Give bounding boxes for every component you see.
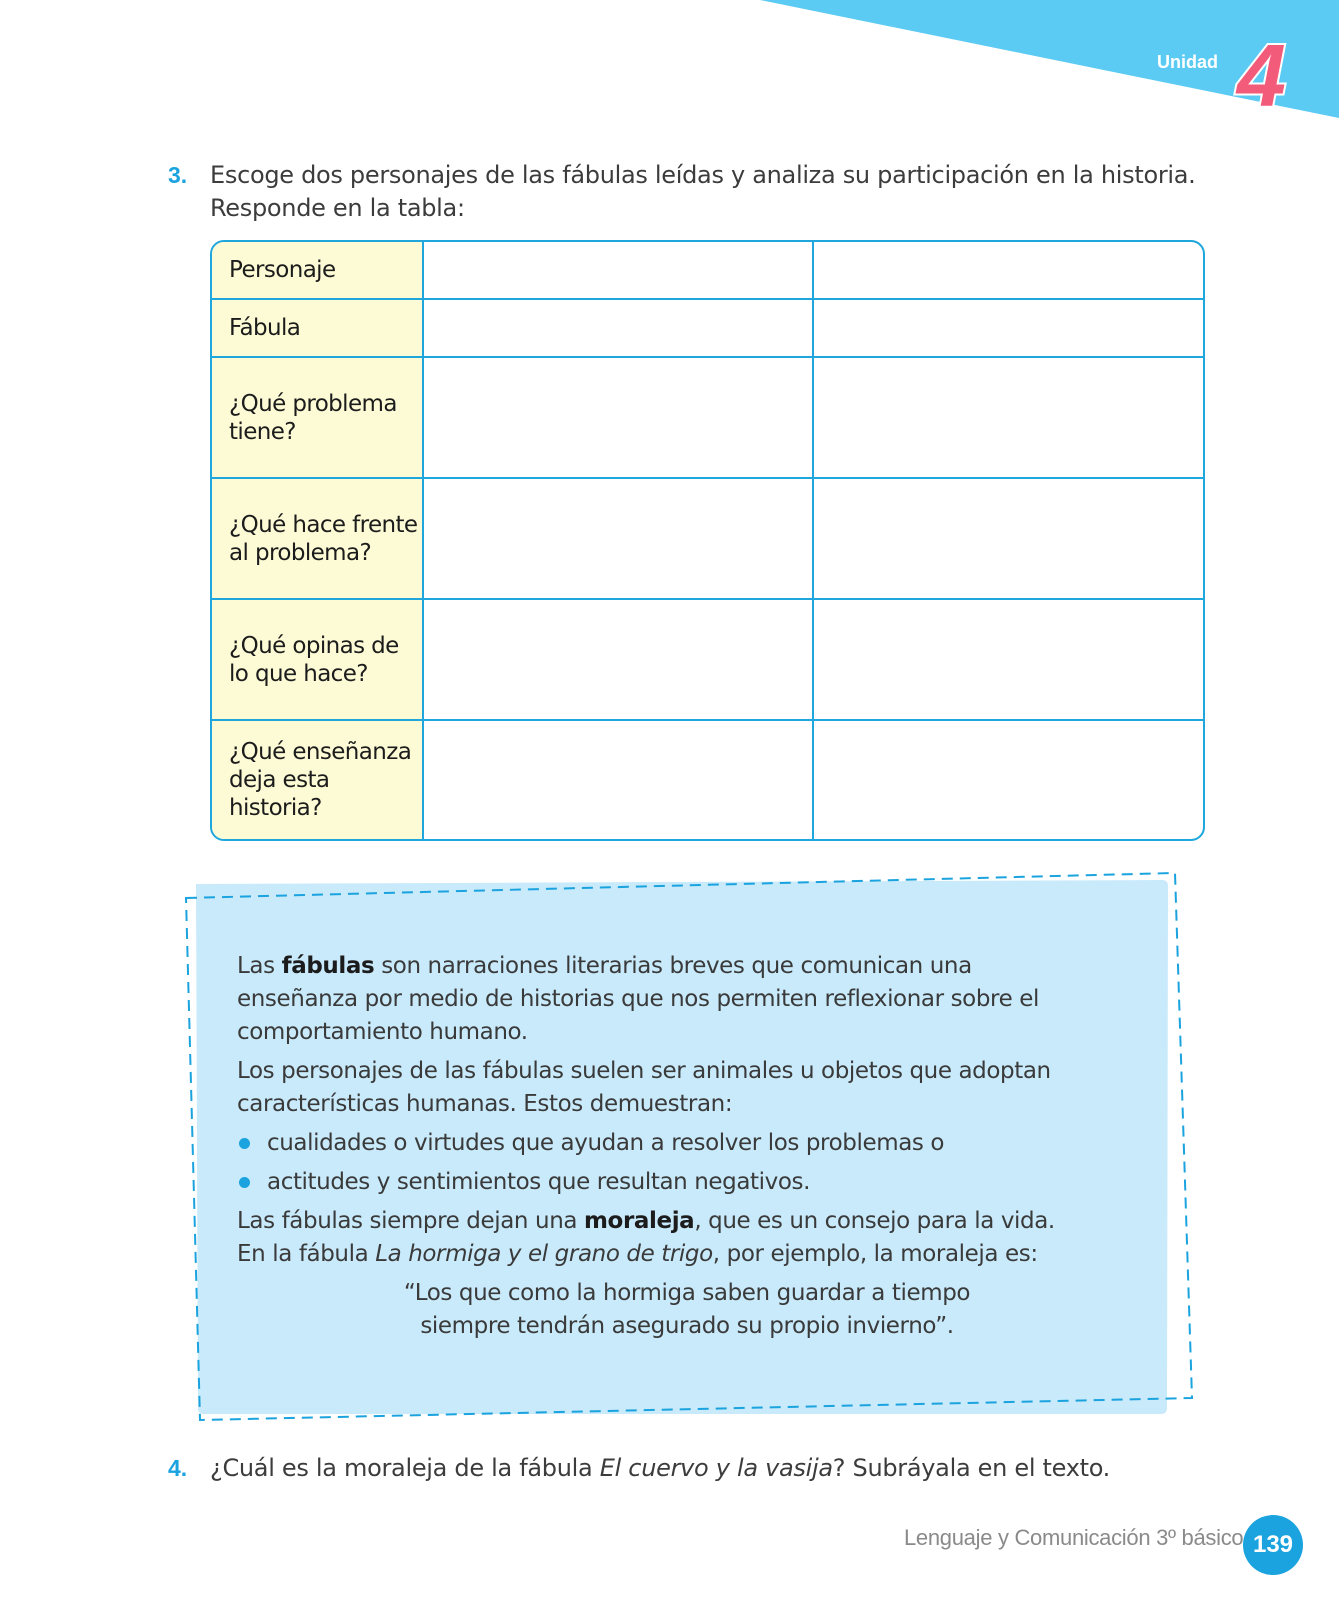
bullet-dot-icon (239, 1138, 250, 1149)
fable-title: La hormiga y el grano de trigo (375, 1241, 713, 1267)
row-label-opinas: ¿Qué opinas de lo que hace? (212, 600, 424, 721)
info-paragraph-2: Los personajes de las fábulas suelen ser animales u objetos que adoptan características humanas. Estos demuestran: (237, 1058, 1051, 1117)
info-bullet-item: cualidades o virtudes que ayudan a resolver los problemas o (237, 1127, 1097, 1160)
question-3-line1: Escoge dos personajes de las fábulas leídas y analiza su participación en la historia. (210, 161, 1196, 189)
info-box (237, 950, 1097, 1349)
question-3-line2: Responde en la tabla: (210, 194, 465, 222)
unit-number: 4 (1237, 26, 1286, 125)
row-label-fabula: Fábula (212, 300, 424, 358)
info-paragraph-3: Las fábulas siempre dejan una moraleja, que es un consejo para la vida. (237, 1208, 1055, 1234)
term-fabulas: fábulas (281, 953, 375, 979)
question-3-number: 3. (168, 162, 188, 188)
row-label-personaje: Personaje (212, 242, 424, 300)
page-number: 139 (1243, 1515, 1303, 1575)
row-label-frente: ¿Qué hace frente al problema? (212, 479, 424, 600)
bullet-dot-icon (239, 1177, 250, 1188)
info-paragraph-4: En la fábula La hormiga y el grano de trigo, por ejemplo, la moraleja es: (237, 1241, 1038, 1267)
question-4-text: ¿Cuál es la moraleja de la fábula El cuervo y la vasija? Subráyala en el texto. (210, 1454, 1111, 1482)
row-label-ensenanza: ¿Qué enseñanza deja esta historia? (212, 721, 424, 839)
info-bullet-list (237, 1127, 1097, 1199)
unit-label: Unidad (1157, 52, 1218, 72)
info-bullet-item: actitudes y sentimientos que resultan negativos. (237, 1166, 1097, 1199)
fable-title-cuervo: El cuervo y la vasija (599, 1454, 833, 1482)
term-moraleja: moraleja (583, 1208, 695, 1234)
moral-quote: “Los que como la hormiga saben guardar a tiempo siempre tendrán asegurado su propio invierno”. (403, 1280, 971, 1339)
question-4-number: 4. (168, 1455, 188, 1481)
info-paragraph-1: Las fábulas son narraciones literarias breves que comunican una enseñanza por medio de historias que nos permiten reflexionar sobre el comportamiento humano. (237, 953, 1039, 1045)
row-label-problema: ¿Qué problema tiene? (212, 358, 424, 479)
footer-subject: Lenguaje y Comunicación 3º básico (904, 1525, 1244, 1550)
